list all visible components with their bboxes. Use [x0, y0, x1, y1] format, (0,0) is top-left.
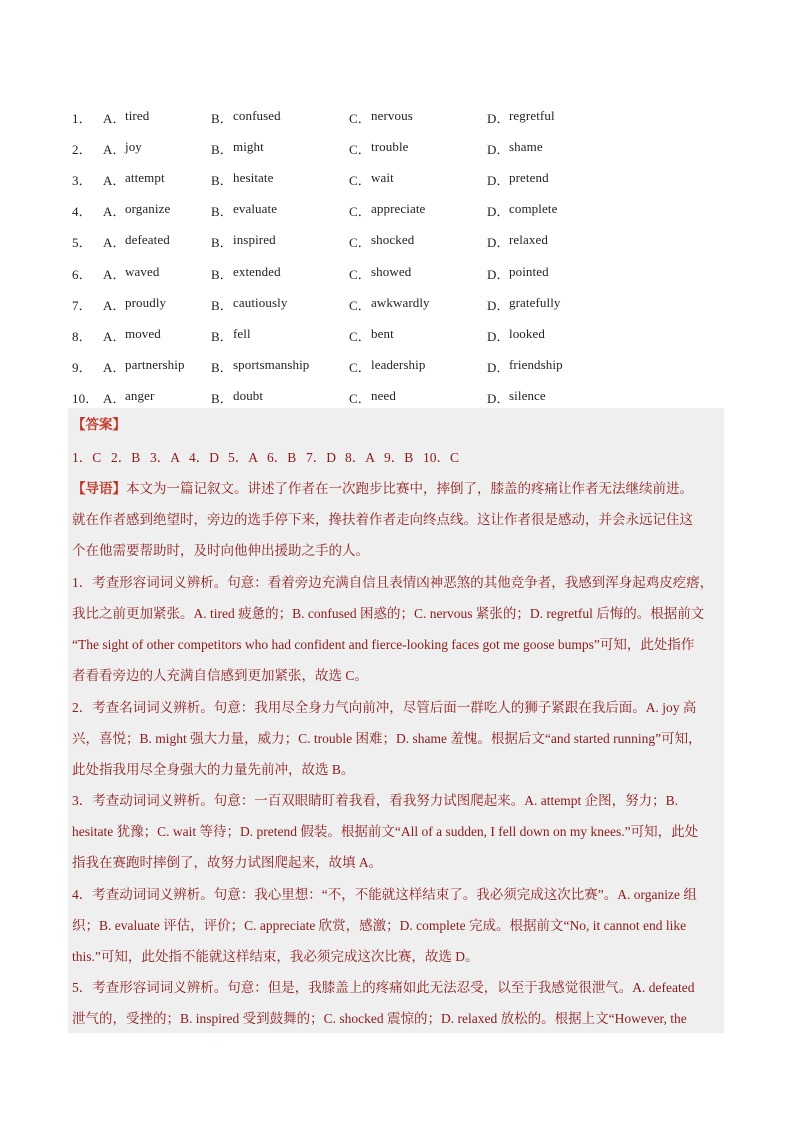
- guide-line: 个在他需要帮助时，及时向他伸出援助之手的人。: [72, 543, 369, 558]
- option-d: D． gratefully: [487, 294, 561, 313]
- option-a: A． defeated: [103, 232, 170, 251]
- question-row: [72, 195, 712, 226]
- option-c: C． awkwardly: [349, 294, 430, 313]
- answer-heading: [72, 413, 724, 433]
- question-row: [72, 257, 712, 288]
- option-d: D． silence: [487, 387, 546, 406]
- option-b: B． might: [211, 139, 264, 158]
- option-a: A． organize: [103, 201, 171, 220]
- question-number: 9．: [72, 359, 92, 375]
- explanation-line: this.”可知，此处指不能就这样结束，我必须完成这次比赛，故选 D。: [72, 949, 479, 964]
- option-d: D． looked: [487, 325, 545, 344]
- option-d: D． complete: [487, 201, 558, 220]
- option-b: B． cautiously: [211, 294, 288, 313]
- option-c: C． showed: [349, 263, 412, 282]
- explanation-line: 2．考查名词词义辨析。句意：我用尽全身力气向前冲，尽管后面一群吃人的狮子紧跟在我后面。A. joy 高: [72, 700, 697, 715]
- guide-label: 【导语】: [72, 481, 126, 496]
- option-c: C． wait: [349, 170, 394, 189]
- option-c: C． leadership: [349, 356, 426, 375]
- option-c: C． trouble: [349, 139, 409, 158]
- question-number: 5．: [72, 235, 92, 251]
- explanation-line: 5．考查形容词词义辨析。句意：但是，我膝盖上的疼痛如此无法忍受，以至于我感觉很泄气。A. defeated: [72, 980, 695, 995]
- explanation-line: 1．考查形容词词义辨析。句意：看着旁边充满自信且表情凶神恶煞的其他竞争者，我感到浑身起鸡皮疙瘩，: [72, 575, 714, 590]
- option-d: D． friendship: [487, 356, 563, 375]
- explanation-line: 者看看旁边的人充满自信感到更加紧张，故选 C。: [72, 668, 368, 683]
- explanation-line: 织；B. evaluate 评估，评价；C. appreciate 欣赏，感激；D. complete 完成。根据前文“No, it cannot end like: [72, 918, 687, 933]
- answer-key: 9．B: [384, 450, 414, 465]
- explanation-line: 4．考查动词词义辨析。句意：我心里想：“不，不能就这样结束了。我必须完成这次比赛”。A. organize 组: [72, 887, 697, 902]
- answer-key: 8．A: [345, 450, 375, 465]
- option-a: A． waved: [103, 263, 160, 282]
- question-row: [72, 226, 712, 257]
- option-c: C． need: [349, 387, 396, 406]
- option-b: B． confused: [211, 108, 281, 127]
- question-number: 4．: [72, 204, 92, 220]
- question-number: 3．: [72, 173, 92, 189]
- explanation-line: 此处指我用尽全身强大的力量先前冲，故选 B。: [72, 762, 355, 777]
- question-row: [72, 289, 712, 320]
- option-b: B． inspired: [211, 232, 276, 251]
- option-b: B． doubt: [211, 387, 264, 406]
- question-row: [72, 133, 712, 164]
- answer-explanation-block: [68, 408, 724, 1033]
- question-row: [72, 164, 712, 195]
- option-a: A． anger: [103, 387, 155, 406]
- answer-label: 【答案】: [72, 417, 126, 432]
- explanation-line: 指我在赛跑时摔倒了，故努力试图爬起来，故填 A。: [72, 855, 383, 870]
- option-a: A． moved: [103, 325, 161, 344]
- explanation-line: 兴，喜悦；B. might 强大力量，威力；C. trouble 困难；D. shame 羞愧。根据后文“and started running”可知，: [72, 731, 702, 746]
- option-c: C． nervous: [349, 108, 413, 127]
- option-d: D． relaxed: [487, 232, 548, 251]
- answer-key: 1．C: [72, 450, 102, 465]
- option-a: A． partnership: [103, 356, 185, 375]
- question-number: 6．: [72, 266, 92, 282]
- question-row: [72, 320, 712, 351]
- option-b: B． extended: [211, 263, 281, 282]
- question-number: 8．: [72, 328, 92, 344]
- question-row: [72, 351, 712, 382]
- option-a: A． proudly: [103, 294, 167, 313]
- option-b: B． sportsmanship: [211, 356, 310, 375]
- guide-text: 本文为一篇记叙文。讲述了作者在一次跑步比赛中，摔倒了，膝盖的疼痛让作者无法继续前进。: [126, 481, 693, 496]
- question-number: 7．: [72, 297, 92, 313]
- option-d: D． pointed: [487, 263, 549, 282]
- option-c: C． bent: [349, 325, 394, 344]
- option-b: B． hesitate: [211, 170, 274, 189]
- explanation-line: hesitate 犹豫；C. wait 等待；D. pretend 假装。根据前文“All of a sudden, I fell down on my knees.”可知，此处: [72, 824, 699, 839]
- question-number: 1．: [72, 111, 92, 127]
- answer-key-row: [72, 446, 724, 466]
- option-d: D． pretend: [487, 170, 549, 189]
- answer-key: 2．B: [111, 450, 141, 465]
- option-c: C． shocked: [349, 232, 415, 251]
- explanation-line: 我比之前更加紧张。A. tired 疲惫的；B. confused 困惑的；C. nervous 紧张的；D. regretful 后悔的。根据前文: [72, 606, 705, 621]
- answer-key: 4．D: [189, 450, 219, 465]
- option-a: A． tired: [103, 108, 150, 127]
- question-options-list: [72, 102, 712, 413]
- option-d: D． regretful: [487, 108, 555, 127]
- option-a: A． attempt: [103, 170, 165, 189]
- option-b: B． fell: [211, 325, 251, 344]
- answer-key: 5．A: [228, 450, 258, 465]
- question-number: 2．: [72, 142, 92, 158]
- question-row: [72, 102, 712, 133]
- explanation-line: 3．考查动词词义辨析。句意：一百双眼睛盯着我看，看我努力试图爬起来。A. attempt 企图，努力；B.: [72, 793, 678, 808]
- explanation-line: “The sight of other competitors who had confident and fierce-looking faces got me goose bumps”可知，此处指作: [72, 637, 695, 652]
- option-c: C． appreciate: [349, 201, 426, 220]
- answer-key: 7．D: [306, 450, 336, 465]
- answer-key: 6．B: [267, 450, 297, 465]
- question-number: 10．: [72, 390, 99, 406]
- option-d: D． shame: [487, 139, 543, 158]
- option-b: B． evaluate: [211, 201, 278, 220]
- guide-line: [72, 477, 724, 497]
- explanation-line: 泄气的，受挫的；B. inspired 受到鼓舞的；C. shocked 震惊的；D. relaxed 放松的。根据上文“However, the: [72, 1011, 687, 1026]
- option-a: A． joy: [103, 139, 142, 158]
- answer-key: 10．C: [423, 450, 460, 465]
- guide-line: 就在作者感到绝望时，旁边的选手停下来，搀扶着作者走向终点线。这让作者很是感动，并会永远记住这: [72, 512, 693, 527]
- answer-key: 3．A: [150, 450, 180, 465]
